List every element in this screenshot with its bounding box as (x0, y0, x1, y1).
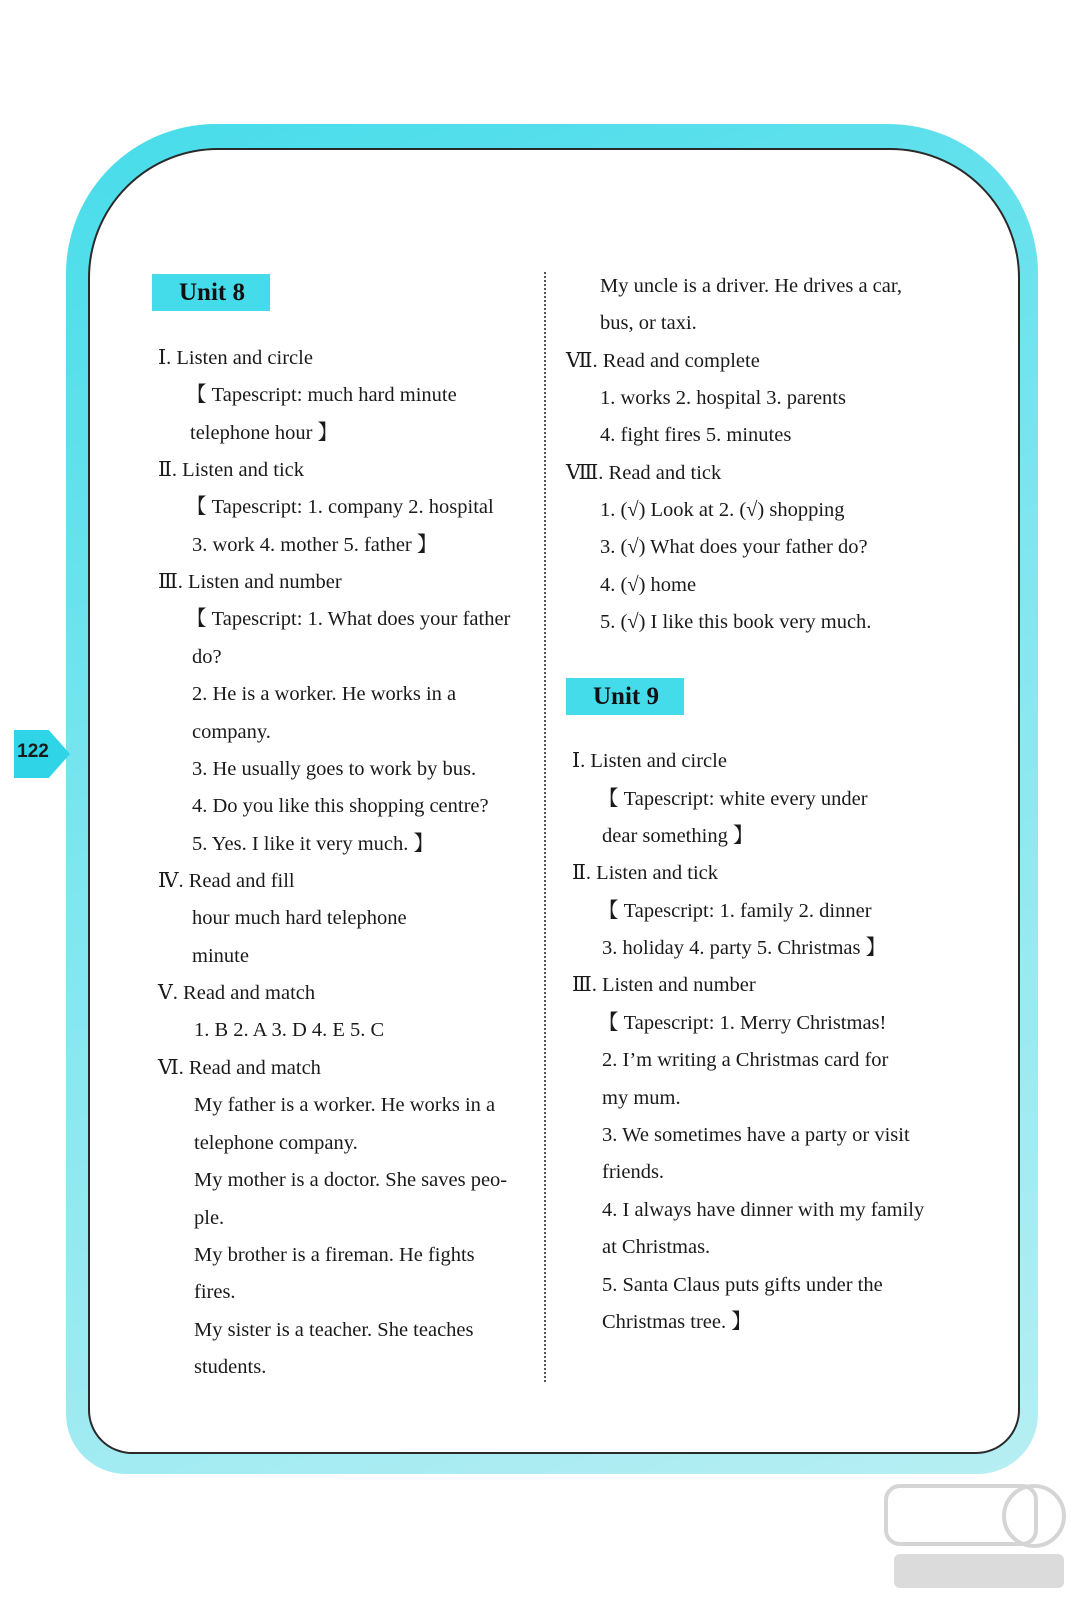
u8-line: My father is a worker. He works in a (194, 1094, 496, 1116)
r-line: My uncle is a driver. He drives a car, (600, 275, 903, 297)
u8-line: ple. (194, 1207, 225, 1229)
u9-line: my mum. (602, 1087, 681, 1109)
u8-section-2-heading: Ⅱ. Listen and tick (158, 459, 305, 481)
u8-line: do? (192, 646, 222, 668)
u8-section-6-heading: Ⅵ. Read and match (158, 1057, 321, 1079)
u8-line: My sister is a teacher. She teaches (194, 1319, 474, 1341)
u9-line: 4. I always have dinner with my family (602, 1199, 925, 1221)
u8-line: My brother is a fireman. He fights (194, 1244, 475, 1266)
u9-line: 【 Tapescript: 1. family 2. dinner (598, 900, 872, 922)
u9-section-2-heading: Ⅱ. Listen and tick (572, 862, 719, 884)
u8-line: 1. B 2. A 3. D 4. E 5. C (194, 1019, 385, 1041)
u8-line: 2. He is a worker. He works in a (192, 683, 457, 705)
unit-9-heading: Unit 9 (566, 678, 684, 715)
r-line: 4. fight fires 5. minutes (600, 424, 792, 446)
u8-line: 【 Tapescript: 1. What does your father (186, 608, 511, 630)
u8-line: 5. Yes. I like it very much. 】 (192, 833, 434, 855)
u9-section-1-heading: Ⅰ. Listen and circle (572, 750, 727, 772)
watermark-logo (884, 1482, 1070, 1594)
u9-line: 【 Tapescript: 1. Merry Christmas! (598, 1012, 887, 1034)
u8-line: students. (194, 1356, 267, 1378)
u9-line: 2. I’m writing a Christmas card for (602, 1049, 889, 1071)
u9-section-3-heading: Ⅲ. Listen and number (572, 974, 756, 996)
u8-section-7-heading: Ⅶ. Read and complete (566, 350, 760, 372)
r-line: 1. works 2. hospital 3. parents (600, 387, 846, 409)
r-line: bus, or taxi. (600, 312, 697, 334)
u8-section-1-heading: Ⅰ. Listen and circle (158, 347, 313, 369)
u8-line: 3. work 4. mother 5. father 】 (192, 534, 438, 556)
u9-line: 5. Santa Claus puts gifts under the (602, 1274, 883, 1296)
u8-line: company. (192, 721, 271, 743)
r-line: 4. (√) home (600, 574, 697, 596)
unit-8-heading: Unit 8 (152, 274, 270, 311)
r-line: 3. (√) What does your father do? (600, 536, 868, 558)
u8-line: 3. He usually goes to work by bus. (192, 758, 477, 780)
u8-line: 4. Do you like this shopping centre? (192, 795, 489, 817)
u8-line: telephone hour 】 (190, 422, 339, 444)
u8-line: telephone company. (194, 1132, 358, 1154)
u8-line: hour much hard telephone (192, 907, 407, 929)
u8-line: My mother is a doctor. She saves peo- (194, 1169, 508, 1191)
u9-line: friends. (602, 1161, 665, 1183)
u8-line: 【 Tapescript: much hard minute (186, 384, 457, 406)
u8-section-5-heading: Ⅴ. Read and match (158, 982, 316, 1004)
u9-line: dear something 】 (602, 825, 754, 847)
r-line: 5. (√) I like this book very much. (600, 611, 872, 633)
u9-line: at Christmas. (602, 1236, 711, 1258)
r-line: 1. (√) Look at 2. (√) shopping (600, 499, 845, 521)
u8-line: 【 Tapescript: 1. company 2. hospital (186, 496, 494, 518)
u8-section-4-heading: Ⅳ. Read and fill (158, 870, 295, 892)
u8-line: minute (192, 945, 249, 967)
u9-line: 【 Tapescript: white every under (598, 788, 868, 810)
page-number: 122 (17, 741, 49, 762)
column-divider (544, 272, 546, 1382)
u8-section-3-heading: Ⅲ. Listen and number (158, 571, 342, 593)
u8-section-8-heading: Ⅷ. Read and tick (566, 462, 722, 484)
u9-line: 3. We sometimes have a party or visit (602, 1124, 910, 1146)
u9-line: Christmas tree. 】 (602, 1311, 752, 1333)
u9-line: 3. holiday 4. party 5. Christmas 】 (602, 937, 887, 959)
u8-line: fires. (194, 1281, 236, 1303)
